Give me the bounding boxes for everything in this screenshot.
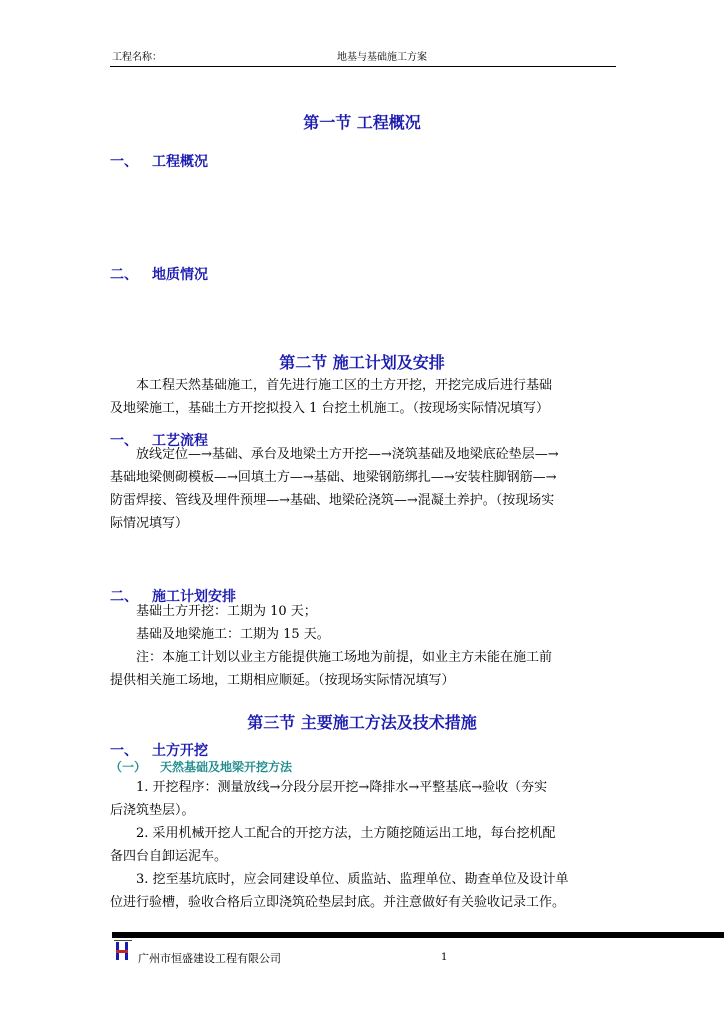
section-2-title: 第二节 施工计划及安排 — [279, 353, 445, 372]
paragraph-line: 本工程天然基础施工，首先进行施工区的土方开挖，开挖完成后进行基础 — [110, 378, 553, 393]
paragraph-line: 提供相关施工场地，工期相应顺延。（按现场实际情况填写） — [110, 673, 455, 688]
heading-label: 土方开挖 — [152, 743, 208, 759]
heading-number: 一、 — [110, 743, 138, 759]
paragraph-line: 1. 开挖程序：测量放线→分段分层开挖→降排水→平整基底→验收（夯实 — [110, 780, 548, 795]
project-name-label: 工程名称： — [112, 52, 162, 63]
paragraph-line: 基础地梁侧砌模板—→回填土方—→基础、地梁钢筋绑扎—→安装柱脚钢筋—→ — [110, 470, 557, 485]
company-name: 广州市恒盛建设工程有限公司 — [138, 952, 281, 965]
heading-earthwork — [110, 740, 208, 760]
process-flow-text — [110, 443, 615, 535]
subheading-number: （一） — [110, 760, 147, 774]
section-2-intro — [110, 374, 615, 420]
excavation-method-text — [110, 776, 615, 914]
heading-label: 工艺流程 — [152, 433, 208, 449]
paragraph-line: 放线定位—→基础、承台及地梁土方开挖—→浇筑基础及地梁底砼垫层—→ — [110, 447, 559, 462]
paragraph-line: 基础及地梁施工：工期为 15 天。 — [110, 627, 330, 642]
paragraph-line: 备四台自卸运泥车。 — [110, 849, 228, 864]
paragraph-line: 防雷焊接、管线及埋件预埋—→基础、地梁砼浇筑—→混凝土养护。（按现场实 — [110, 493, 555, 508]
heading-number: 二、 — [110, 267, 138, 283]
company-logo-icon — [114, 940, 132, 962]
paragraph-line: 2. 采用机械开挖人工配合的开挖方法，土方随挖随运出工地，每台挖机配 — [110, 826, 556, 841]
heading-label: 施工计划安排 — [152, 589, 236, 605]
section-3-title: 第三节 主要施工方法及技术措施 — [247, 713, 477, 732]
paragraph-line: 后浇筑垫层）。 — [110, 803, 195, 818]
subheading-label: 天然基础及地梁开挖方法 — [160, 760, 293, 774]
page-number: 1 — [441, 952, 448, 963]
heading-number: 一、 — [110, 433, 138, 449]
paragraph-line: 基础土方开挖：工期为 10 天； — [110, 604, 317, 619]
paragraph-line: 注：本施工计划以业主方能提供施工场地为前提，如业主方未能在施工前 — [110, 650, 553, 665]
section-1-title: 第一节 工程概况 — [303, 113, 421, 132]
heading-label: 工程概况 — [152, 154, 208, 170]
paragraph-line: 3. 挖至基坑底时，应会同建设单位、质监站、监理单位、勘查单位及设计单 — [110, 872, 569, 887]
paragraph-line: 及地梁施工，基础土方开挖拟投入 1 台挖土机施工。（按现场实际情况填写） — [110, 401, 550, 416]
footer-rule — [112, 937, 724, 938]
heading-number: 一、 — [110, 154, 138, 170]
paragraph-line: 位进行验槽，验收合格后立即浇筑砼垫层封底。并注意做好有关验收记录工作。 — [110, 895, 566, 910]
heading-label: 地质情况 — [152, 267, 208, 283]
construction-plan-text — [110, 600, 615, 692]
header-divider — [110, 66, 616, 67]
document-title: 地基与基础施工方案 — [337, 52, 427, 63]
heading-geology — [110, 264, 208, 284]
paragraph-line: 际情况填写） — [110, 516, 189, 531]
subheading-excavation-method — [110, 758, 292, 775]
page-header — [112, 52, 614, 66]
heading-number: 二、 — [110, 589, 138, 605]
heading-project-overview — [110, 151, 208, 171]
